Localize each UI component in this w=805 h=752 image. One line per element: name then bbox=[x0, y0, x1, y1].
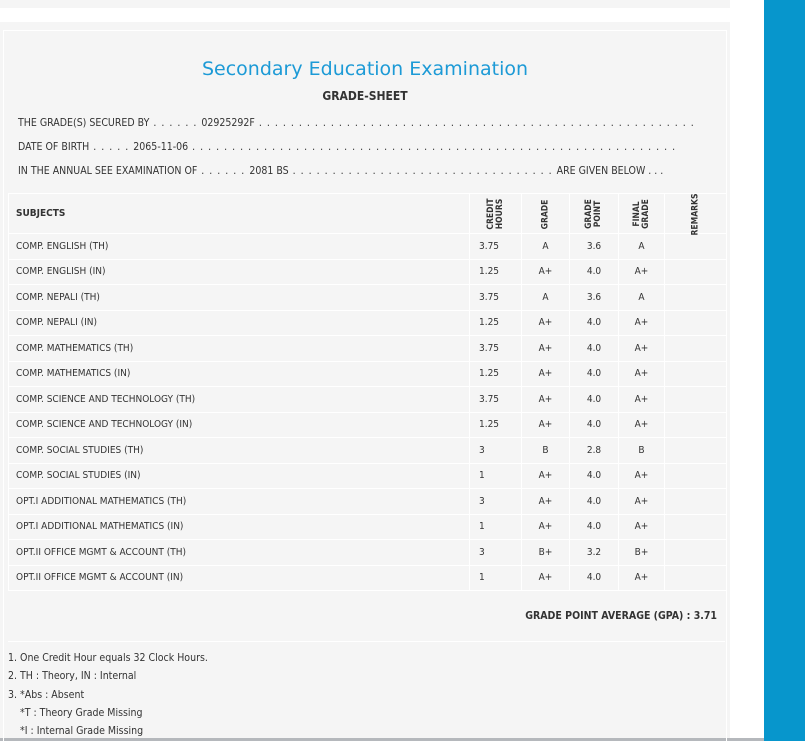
date-of-birth: 2065-11-06 bbox=[133, 141, 189, 153]
exam-title: Secondary Education Examination bbox=[201, 58, 529, 80]
final-grade-cell: A+ bbox=[619, 336, 665, 362]
table-row bbox=[9, 412, 727, 438]
remarks-cell bbox=[665, 310, 727, 336]
subject-cell: COMP. MATHEMATICS (IN) bbox=[9, 361, 470, 387]
secured-by-line: THE GRADE(S) SECURED BY . . . . . . 02925292F . . . . . . . . . . . . . . . . . . . . . . . . . . . . . . . . . . . . . . . . . . . . . . . . . . . . . . . bbox=[18, 117, 695, 129]
note: *I : Internal Grade Missing bbox=[20, 725, 144, 738]
final-grade-cell: A+ bbox=[619, 463, 665, 489]
credit-hours-cell: 1.25 bbox=[470, 412, 522, 438]
final-grade-cell: A+ bbox=[619, 259, 665, 285]
grade-point-cell: 4.0 bbox=[570, 463, 619, 489]
table-row bbox=[9, 310, 727, 336]
subject-cell: COMP. MATHEMATICS (TH) bbox=[9, 336, 470, 362]
table-row bbox=[9, 259, 727, 285]
subject-cell: COMP. ENGLISH (IN) bbox=[9, 259, 470, 285]
final-grade-cell: A bbox=[619, 285, 665, 311]
remarks-cell bbox=[665, 489, 727, 515]
symbol-number: 02925292F bbox=[201, 117, 255, 129]
final-grade-cell: A+ bbox=[619, 489, 665, 515]
grade-point-cell: 4.0 bbox=[570, 565, 619, 591]
remarks-cell bbox=[665, 234, 727, 260]
subject-cell: OPT.II OFFICE MGMT & ACCOUNT (TH) bbox=[9, 540, 470, 566]
subject-cell: COMP. SCIENCE AND TECHNOLOGY (TH) bbox=[9, 387, 470, 413]
remarks-cell bbox=[665, 438, 727, 464]
table-row bbox=[9, 336, 727, 362]
credit-hours-cell: 1 bbox=[470, 463, 522, 489]
grade-cell: A+ bbox=[522, 387, 570, 413]
credit-hours-cell: 3.75 bbox=[470, 336, 522, 362]
final-grade-cell: A+ bbox=[619, 387, 665, 413]
credit-hours-cell: 1 bbox=[470, 565, 522, 591]
table-header bbox=[9, 194, 727, 234]
grade-point-cell: 4.0 bbox=[570, 259, 619, 285]
top-strip bbox=[0, 0, 730, 8]
remarks-cell bbox=[665, 259, 727, 285]
note: 3. *Abs : Absent bbox=[8, 688, 85, 701]
subject-cell: COMP. SOCIAL STUDIES (TH) bbox=[9, 438, 470, 464]
remarks-cell bbox=[665, 387, 727, 413]
grade-cell: A+ bbox=[522, 489, 570, 515]
col-final-grade: FINAL GRADE bbox=[619, 194, 665, 234]
notes bbox=[8, 649, 208, 740]
note: 1. One Credit Hour equals 32 Clock Hours. bbox=[8, 652, 208, 664]
grade-point-cell: 3.2 bbox=[570, 540, 619, 566]
final-grade-cell: A+ bbox=[619, 310, 665, 336]
grade-cell: A+ bbox=[522, 361, 570, 387]
gpa-row bbox=[8, 590, 725, 642]
grade-cell: A+ bbox=[522, 412, 570, 438]
remarks-cell bbox=[665, 540, 727, 566]
col-grade: GRADE bbox=[522, 194, 570, 234]
credit-hours-cell: 3.75 bbox=[470, 285, 522, 311]
subject-cell: COMP. SCIENCE AND TECHNOLOGY (IN) bbox=[9, 412, 470, 438]
credit-hours-cell: 3.75 bbox=[470, 387, 522, 413]
grades-table bbox=[8, 193, 727, 591]
final-grade-cell: A bbox=[619, 234, 665, 260]
final-grade-cell: A+ bbox=[619, 361, 665, 387]
grade-point-cell: 4.0 bbox=[570, 310, 619, 336]
grade-point-cell: 4.0 bbox=[570, 412, 619, 438]
table-row bbox=[9, 514, 727, 540]
dob-line: DATE OF BIRTH . . . . . 2065-11-06 . . . . . . . . . . . . . . . . . . . . . . . . . . . . . . . . . . . . . . . . . . . . . . . . . . . . . . . . . . . . . bbox=[18, 141, 677, 153]
table-row bbox=[9, 565, 727, 591]
subject-cell: COMP. NEPALI (IN) bbox=[9, 310, 470, 336]
col-credit-hours: CREDIT HOURS bbox=[470, 194, 522, 234]
table-row bbox=[9, 361, 727, 387]
remarks-cell bbox=[665, 285, 727, 311]
exam-line: IN THE ANNUAL SEE EXAMINATION OF . . . . . . 2081 BS . . . . . . . . . . . . . . . . . . . . . . . . . . . . . . . . . ARE GIVEN BELOW . . . bbox=[18, 165, 664, 177]
final-grade-cell: B+ bbox=[619, 540, 665, 566]
credit-hours-cell: 3.75 bbox=[470, 234, 522, 260]
table-row bbox=[9, 387, 727, 413]
credit-hours-cell: 1.25 bbox=[470, 310, 522, 336]
credit-hours-cell: 3 bbox=[470, 489, 522, 515]
remarks-cell bbox=[665, 565, 727, 591]
credit-hours-cell: 3 bbox=[470, 438, 522, 464]
right-sidebar bbox=[764, 0, 805, 741]
grade-cell: B+ bbox=[522, 540, 570, 566]
grade-point-cell: 4.0 bbox=[570, 489, 619, 515]
subject-cell: OPT.I ADDITIONAL MATHEMATICS (TH) bbox=[9, 489, 470, 515]
col-grade-point: GRADE POINT bbox=[570, 194, 619, 234]
grade-cell: B bbox=[522, 438, 570, 464]
grade-point-cell: 4.0 bbox=[570, 514, 619, 540]
col-subjects: SUBJECTS bbox=[9, 194, 470, 234]
subject-cell: OPT.I ADDITIONAL MATHEMATICS (IN) bbox=[9, 514, 470, 540]
subject-cell: COMP. ENGLISH (TH) bbox=[9, 234, 470, 260]
final-grade-cell: A+ bbox=[619, 514, 665, 540]
final-grade-cell: A+ bbox=[619, 412, 665, 438]
final-grade-cell: B bbox=[619, 438, 665, 464]
grade-cell: A bbox=[522, 234, 570, 260]
grade-point-cell: 4.0 bbox=[570, 336, 619, 362]
table-row bbox=[9, 285, 727, 311]
remarks-cell bbox=[665, 361, 727, 387]
grade-point-cell: 3.6 bbox=[570, 234, 619, 260]
grade-point-cell: 3.6 bbox=[570, 285, 619, 311]
table-row bbox=[9, 540, 727, 566]
grade-point-cell: 4.0 bbox=[570, 361, 619, 387]
subject-cell: COMP. SOCIAL STUDIES (IN) bbox=[9, 463, 470, 489]
grade-point-cell: 4.0 bbox=[570, 387, 619, 413]
grade-point-cell: 2.8 bbox=[570, 438, 619, 464]
grade-cell: A+ bbox=[522, 336, 570, 362]
exam-year: 2081 BS bbox=[249, 165, 289, 177]
grade-cell: A+ bbox=[522, 463, 570, 489]
credit-hours-cell: 1 bbox=[470, 514, 522, 540]
col-remarks: REMARKS bbox=[665, 194, 727, 234]
subject-cell: OPT.II OFFICE MGMT & ACCOUNT (IN) bbox=[9, 565, 470, 591]
remarks-cell bbox=[665, 514, 727, 540]
remarks-cell bbox=[665, 412, 727, 438]
note: 2. TH : Theory, IN : Internal bbox=[8, 670, 137, 683]
final-grade-cell: A+ bbox=[619, 565, 665, 591]
remarks-cell bbox=[665, 463, 727, 489]
grade-cell: A+ bbox=[522, 310, 570, 336]
gpa-value: GRADE POINT AVERAGE (GPA) : 3.71 bbox=[525, 610, 717, 622]
grade-sheet-heading: GRADE-SHEET bbox=[322, 89, 408, 103]
credit-hours-cell: 1.25 bbox=[470, 361, 522, 387]
remarks-cell bbox=[665, 336, 727, 362]
table-row bbox=[9, 438, 727, 464]
grade-cell: A+ bbox=[522, 514, 570, 540]
grade-sheet-card bbox=[0, 22, 730, 738]
credit-hours-cell: 3 bbox=[470, 540, 522, 566]
table-row bbox=[9, 489, 727, 515]
credit-hours-cell: 1.25 bbox=[470, 259, 522, 285]
subject-cell: COMP. NEPALI (TH) bbox=[9, 285, 470, 311]
table-row bbox=[9, 463, 727, 489]
table-row bbox=[9, 234, 727, 260]
grade-cell: A+ bbox=[522, 259, 570, 285]
grade-cell: A+ bbox=[522, 565, 570, 591]
note: *T : Theory Grade Missing bbox=[20, 706, 143, 719]
grade-cell: A bbox=[522, 285, 570, 311]
